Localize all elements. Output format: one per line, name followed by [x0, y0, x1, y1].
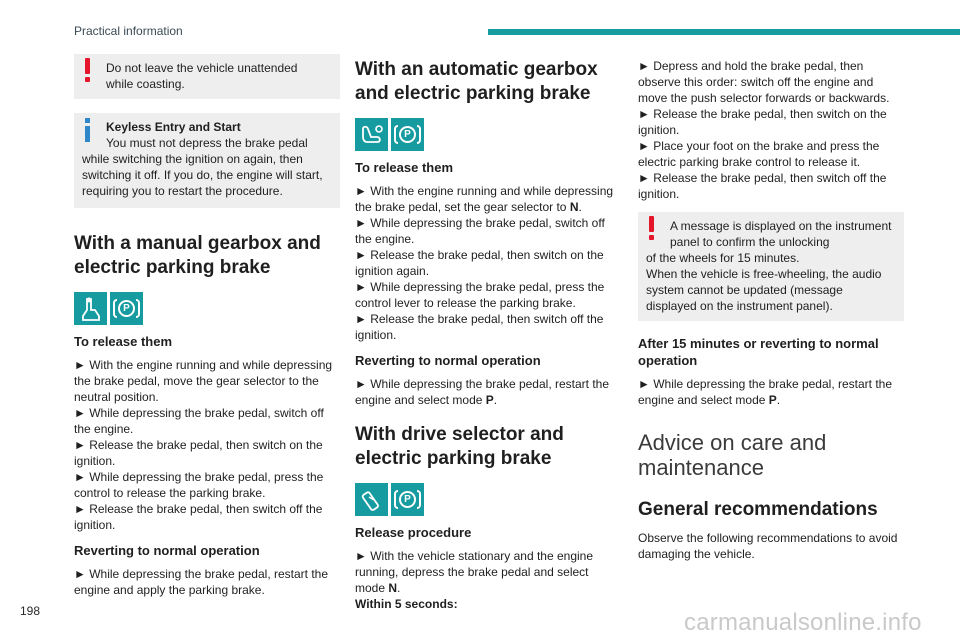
advice-title: Advice on care and maintenance [638, 430, 827, 480]
section-title-manual: With a manual gearbox and electric parking brake [74, 233, 321, 278]
after-text: ► While depressing the brake pedal, restart the engine and select mode P. [638, 377, 893, 407]
list-item: ► While depressing the brake pedal, press the control lever to release the parking brake. [355, 280, 605, 310]
revert-text-automatic: ► While depressing the brake pedal, restart the engine and select mode P. [355, 377, 610, 407]
icon-row-manual [74, 292, 340, 325]
list-item: ► While depressing the brake pedal, press the control to release the parking brake. [74, 470, 324, 500]
procedure-heading: Release procedure [355, 525, 472, 540]
warning-rest: of the wheels for 15 minutes. [646, 251, 800, 265]
list-item: ► With the engine running and while depressing the brake pedal, move the gear selector to the neutral position. [74, 358, 333, 404]
info-title: Keyless Entry and Start [106, 120, 241, 134]
electric-parking-brake-icon: P [391, 483, 424, 516]
warning-text: Do not leave the vehicle unattended while coasting. [106, 61, 298, 91]
steps-automatic [355, 183, 621, 343]
column-2 [355, 54, 621, 612]
general-recommendations-title: General recommendations [638, 499, 878, 520]
column-1 [74, 54, 340, 598]
list-item: ► Release the brake pedal, then switch off the ignition. [638, 171, 887, 201]
automatic-gear-icon [355, 118, 388, 151]
header-bar [488, 29, 960, 35]
list-item: ► Release the brake pedal, then switch on the ignition again. [355, 248, 604, 278]
release-heading-automatic: To release them [355, 160, 454, 175]
gear-lever-icon [74, 292, 107, 325]
list-item: ► Release the brake pedal, then switch off the ignition. [74, 502, 323, 532]
list-item: ► With the engine running and while depressing the brake pedal, set the gear selector to N. [355, 184, 614, 214]
within-seconds: Within 5 seconds: [355, 597, 458, 611]
list-item: ► Release the brake pedal, then switch on the ignition. [74, 438, 323, 468]
steps-manual [74, 357, 340, 533]
info-box [74, 113, 340, 208]
icon-row-automatic [355, 118, 621, 151]
after-heading: After 15 minutes or reverting to normal operation [638, 336, 879, 368]
warning-icon [649, 216, 655, 240]
revert-heading-manual: Reverting to normal operation [74, 543, 260, 558]
list-item: ► Depress and hold the brake pedal, then observe this order: switch off the engine and move the push selector forwards or backwards. [638, 59, 890, 105]
list-item: ► Place your foot on the brake and press the electric parking brake control to release it. [638, 139, 880, 169]
icon-row-drive-selector [355, 483, 621, 516]
list-item: ► While depressing the brake pedal, switch off the engine. [74, 406, 324, 436]
section-title-drive-selector: With drive selector and electric parking brake [355, 424, 564, 469]
general-text: Observe the following recommendations to avoid damaging the vehicle. [638, 531, 898, 561]
revert-heading-automatic: Reverting to normal operation [355, 353, 541, 368]
procedure-text: ► With the vehicle stationary and the engine running, depress the brake pedal and select mode N. [355, 549, 594, 595]
warning-box [74, 54, 340, 99]
watermark: carmanualsonline.info [684, 609, 922, 636]
warning-icon [85, 58, 91, 82]
drive-selector-icon [355, 483, 388, 516]
list-item: ► Release the brake pedal, then switch on the ignition. [638, 107, 887, 137]
release-heading-manual: To release them [74, 334, 173, 349]
info-rest: while switching the ignition on again, then switching it off. If you do, the engine will start, requiring you to restart the procedure. [82, 152, 323, 198]
steps-drive-selector [638, 58, 904, 202]
warning-line1: A message is displayed on the instrument panel to confirm the unlocking [670, 219, 892, 249]
electric-parking-brake-icon: P [110, 292, 143, 325]
warning-box [638, 212, 904, 321]
list-item: ► While depressing the brake pedal, switch off the engine. [355, 216, 605, 246]
column-3 [638, 58, 904, 562]
header-title: Practical information [74, 24, 183, 38]
warning-line2: When the vehicle is free-wheeling, the audio system cannot be updated (message displayed on the instrument panel). [646, 267, 882, 313]
electric-parking-brake-icon: P [391, 118, 424, 151]
page-number: 198 [20, 604, 41, 618]
section-title-automatic: With an automatic gearbox and electric parking brake [355, 59, 598, 104]
revert-text-manual: ► While depressing the brake pedal, restart the engine and apply the parking brake. [74, 567, 329, 597]
info-icon [85, 118, 91, 142]
info-line1: You must not depress the brake pedal [106, 136, 308, 150]
list-item: ► Release the brake pedal, then switch off the ignition. [355, 312, 604, 342]
